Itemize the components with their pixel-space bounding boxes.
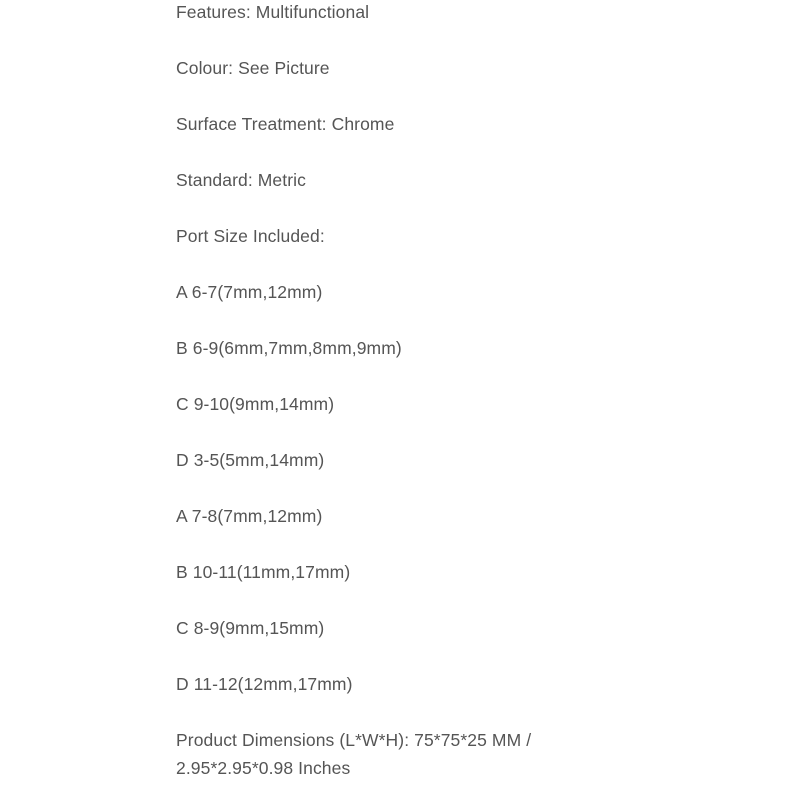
spec-port-size-item: B 6-9(6mm,7mm,8mm,9mm)	[176, 338, 402, 358]
spec-port-size-item: C 9-10(9mm,14mm)	[176, 394, 335, 414]
spec-port-size-item: A 7-8(7mm,12mm)	[176, 506, 323, 526]
spec-colour: Colour: See Picture	[176, 58, 330, 78]
spec-features: Features: Multifunctional	[176, 2, 370, 22]
spec-dimensions-line-2: 2.95*2.95*0.98 Inches	[176, 758, 351, 778]
spec-port-size-item: D 3-5(5mm,14mm)	[176, 450, 325, 470]
spec-port-size-item: D 11-12(12mm,17mm)	[176, 674, 353, 694]
spec-port-size-item: A 6-7(7mm,12mm)	[176, 282, 323, 302]
product-spec-list	[176, 0, 596, 782]
spec-surface-treatment: Surface Treatment: Chrome	[176, 114, 395, 134]
spec-port-size-item: B 10-11(11mm,17mm)	[176, 562, 351, 582]
spec-port-size-item: C 8-9(9mm,15mm)	[176, 618, 325, 638]
spec-standard: Standard: Metric	[176, 170, 306, 190]
spec-dimensions-line-1: Product Dimensions (L*W*H): 75*75*25 MM /	[176, 730, 532, 750]
spec-port-size-heading: Port Size Included:	[176, 226, 325, 246]
spec-dimensions	[176, 726, 596, 782]
